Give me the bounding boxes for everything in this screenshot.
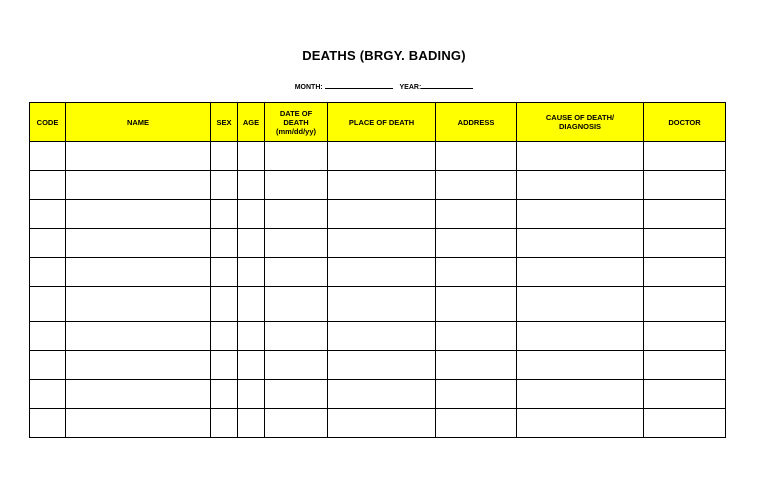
cell-place[interactable]	[328, 229, 436, 258]
cell-address[interactable]	[436, 409, 517, 438]
cell-age[interactable]	[238, 380, 265, 409]
cell-doctor[interactable]	[644, 351, 726, 380]
cell-place[interactable]	[328, 409, 436, 438]
deaths-table	[29, 102, 726, 438]
cell-age[interactable]	[238, 229, 265, 258]
table-row	[30, 258, 726, 287]
table-row	[30, 171, 726, 200]
table-row	[30, 200, 726, 229]
cell-age[interactable]	[238, 287, 265, 322]
cell-place[interactable]	[328, 351, 436, 380]
cell-sex[interactable]	[211, 258, 238, 287]
header-date-of-death	[265, 103, 328, 142]
cell-cause[interactable]	[517, 322, 644, 351]
cell-date[interactable]	[265, 409, 328, 438]
header-date-line-1: DATE OF	[279, 108, 313, 118]
cell-address[interactable]	[436, 287, 517, 322]
cell-place[interactable]	[328, 258, 436, 287]
cell-sex[interactable]	[211, 351, 238, 380]
header-row	[30, 103, 726, 142]
table-row	[30, 351, 726, 380]
cell-cause[interactable]	[517, 142, 644, 171]
cell-name[interactable]	[66, 287, 211, 322]
cell-date[interactable]	[265, 142, 328, 171]
cell-sex[interactable]	[211, 171, 238, 200]
cell-sex[interactable]	[211, 287, 238, 322]
cell-place[interactable]	[328, 142, 436, 171]
cell-place[interactable]	[328, 287, 436, 322]
cell-age[interactable]	[238, 322, 265, 351]
cell-place[interactable]	[328, 380, 436, 409]
cell-cause[interactable]	[517, 380, 644, 409]
cell-code[interactable]	[30, 409, 66, 438]
cell-address[interactable]	[436, 200, 517, 229]
cell-date[interactable]	[265, 287, 328, 322]
cell-sex[interactable]	[211, 380, 238, 409]
cell-sex[interactable]	[211, 409, 238, 438]
cell-doctor[interactable]	[644, 171, 726, 200]
cell-address[interactable]	[436, 380, 517, 409]
cell-name[interactable]	[66, 380, 211, 409]
header-cause-line-2: DIAGNOSIS	[558, 122, 602, 131]
cell-name[interactable]	[66, 409, 211, 438]
cell-code[interactable]	[30, 171, 66, 200]
cell-code[interactable]	[30, 322, 66, 351]
cell-address[interactable]	[436, 171, 517, 200]
month-blank[interactable]	[325, 81, 393, 89]
cell-address[interactable]	[436, 322, 517, 351]
cell-name[interactable]	[66, 171, 211, 200]
cell-date[interactable]	[265, 229, 328, 258]
cell-name[interactable]	[66, 351, 211, 380]
cell-cause[interactable]	[517, 171, 644, 200]
table-body	[30, 142, 726, 438]
cell-address[interactable]	[436, 351, 517, 380]
header-name: NAME	[66, 103, 211, 142]
table-row	[30, 409, 726, 438]
cell-name[interactable]	[66, 142, 211, 171]
cell-code[interactable]	[30, 287, 66, 322]
cell-date[interactable]	[265, 322, 328, 351]
cell-date[interactable]	[265, 258, 328, 287]
table-row	[30, 287, 726, 322]
table-row	[30, 142, 726, 171]
cell-place[interactable]	[328, 200, 436, 229]
cell-place[interactable]	[328, 171, 436, 200]
cell-age[interactable]	[238, 409, 265, 438]
cell-doctor[interactable]	[644, 200, 726, 229]
cell-code[interactable]	[30, 142, 66, 171]
cell-doctor[interactable]	[644, 142, 726, 171]
cell-code[interactable]	[30, 229, 66, 258]
header-place-of-death: PLACE OF DEATH	[328, 103, 436, 142]
cell-doctor[interactable]	[644, 287, 726, 322]
year-blank[interactable]	[421, 81, 473, 89]
cell-doctor[interactable]	[644, 322, 726, 351]
table-row	[30, 380, 726, 409]
cell-name[interactable]	[66, 200, 211, 229]
header-cause-line-1: CAUSE OF DEATH/	[545, 113, 615, 122]
cell-address[interactable]	[436, 258, 517, 287]
cell-date[interactable]	[265, 200, 328, 229]
cell-name[interactable]	[66, 322, 211, 351]
header-code: CODE	[30, 103, 66, 142]
cell-date[interactable]	[265, 351, 328, 380]
cell-cause[interactable]	[517, 409, 644, 438]
cell-code[interactable]	[30, 200, 66, 229]
year-label: YEAR:	[399, 84, 422, 91]
cell-code[interactable]	[30, 380, 66, 409]
cell-cause[interactable]	[517, 200, 644, 229]
header-date-line-3: (mm/dd/yy)	[275, 126, 316, 136]
cell-cause[interactable]	[517, 351, 644, 380]
cell-address[interactable]	[436, 229, 517, 258]
header-age: AGE	[238, 103, 265, 142]
cell-name[interactable]	[66, 229, 211, 258]
cell-cause[interactable]	[517, 229, 644, 258]
table-row	[30, 229, 726, 258]
cell-cause[interactable]	[517, 287, 644, 322]
cell-code[interactable]	[30, 258, 66, 287]
cell-code[interactable]	[30, 351, 66, 380]
cell-cause[interactable]	[517, 258, 644, 287]
cell-place[interactable]	[328, 322, 436, 351]
cell-sex[interactable]	[211, 322, 238, 351]
cell-doctor[interactable]	[644, 258, 726, 287]
cell-age[interactable]	[238, 142, 265, 171]
header-cause-of-death	[517, 103, 644, 142]
cell-sex[interactable]	[211, 229, 238, 258]
cell-age[interactable]	[238, 351, 265, 380]
cell-name[interactable]	[66, 258, 211, 287]
cell-doctor[interactable]	[644, 409, 726, 438]
cell-sex[interactable]	[211, 142, 238, 171]
cell-sex[interactable]	[211, 200, 238, 229]
table-row	[30, 322, 726, 351]
cell-date[interactable]	[265, 380, 328, 409]
cell-doctor[interactable]	[644, 380, 726, 409]
form-title: DEATHS (BRGY. BADING)	[302, 48, 466, 63]
month-year-line	[0, 81, 768, 91]
month-label: MONTH:	[294, 84, 323, 91]
cell-age[interactable]	[238, 200, 265, 229]
header-date-line-2: DEATH	[283, 117, 309, 127]
header-doctor: DOCTOR	[644, 103, 726, 142]
cell-age[interactable]	[238, 258, 265, 287]
cell-doctor[interactable]	[644, 229, 726, 258]
cell-date[interactable]	[265, 171, 328, 200]
header-sex: SEX	[211, 103, 238, 142]
cell-age[interactable]	[238, 171, 265, 200]
header-address: ADDRESS	[436, 103, 517, 142]
cell-address[interactable]	[436, 142, 517, 171]
